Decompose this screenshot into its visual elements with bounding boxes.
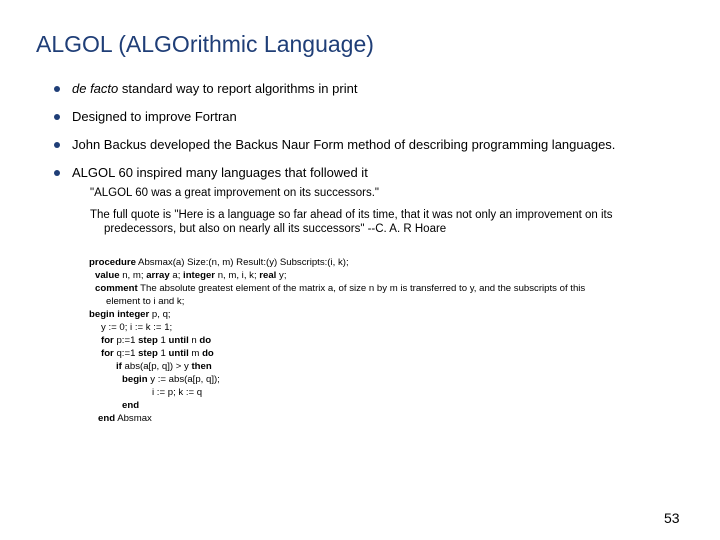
code-text: 1 <box>157 335 169 346</box>
code-line <box>89 360 689 373</box>
code-text: Absmax <box>115 413 152 424</box>
bullet-dot-icon <box>54 114 60 120</box>
quote-line: "ALGOL 60 was a great improvement on its successors." <box>90 187 379 199</box>
bullet-item-fortran <box>52 106 692 128</box>
code-keyword: step <box>138 335 158 346</box>
code-keyword: until <box>168 348 189 359</box>
code-line <box>89 373 689 386</box>
bullet-emphasis: de facto <box>72 81 119 96</box>
code-keyword: if <box>116 361 122 372</box>
bullet-item-backus <box>52 134 692 156</box>
code-line <box>89 308 689 321</box>
code-text: The absolute greatest element of the matrix a, of size n by m is transferred to y, and the subscripts of this <box>137 283 586 294</box>
bullet-text: standard way to report algorithms in print <box>118 81 358 96</box>
quote-line: The full quote is "Here is a language so far ahead of its time, that it was not only an improvement on its <box>90 209 613 221</box>
code-line <box>89 282 689 295</box>
code-text: n, m; <box>119 270 147 281</box>
hoare-quote <box>90 186 690 236</box>
code-keyword: end <box>98 413 116 424</box>
code-line <box>89 347 689 360</box>
bullet-dot-icon <box>54 86 60 92</box>
code-keyword: array <box>146 270 170 281</box>
code-text: p:=1 <box>113 335 139 346</box>
code-text: i := p; k := q <box>152 387 203 398</box>
code-listing <box>89 256 689 425</box>
code-text: p, q; <box>149 309 171 320</box>
code-line <box>89 295 689 308</box>
bullet-text: ALGOL 60 inspired many languages that followed it <box>72 165 368 180</box>
bullet-item-de-facto <box>52 78 692 100</box>
code-text: q:=1 <box>113 348 139 359</box>
code-line <box>89 269 689 282</box>
code-text: y; <box>276 270 287 281</box>
code-text: element to i and k; <box>106 296 185 307</box>
code-keyword: begin <box>89 309 115 320</box>
code-keyword: then <box>191 361 212 372</box>
page-number: 53 <box>664 510 680 526</box>
code-keyword: integer <box>183 270 216 281</box>
code-line <box>89 321 689 334</box>
code-text: Absmax(a) Size:(n, m) Result:(y) Subscripts:(i, k); <box>135 257 349 268</box>
code-text: 1 <box>157 348 169 359</box>
code-keyword: value <box>95 270 120 281</box>
bullet-list <box>52 78 692 190</box>
bullet-item-algol60 <box>52 162 692 184</box>
code-text: a; <box>169 270 184 281</box>
code-line <box>89 334 689 347</box>
bullet-text: John Backus developed the Backus Naur Form method of describing programming languages. <box>72 137 616 152</box>
code-text: y := 0; i := k := 1; <box>101 322 173 333</box>
code-keyword: procedure <box>89 257 136 268</box>
code-keyword: real <box>259 270 277 281</box>
code-keyword: for <box>101 335 114 346</box>
bullet-text: Designed to improve Fortran <box>72 109 237 124</box>
code-text: m <box>188 348 203 359</box>
code-keyword: begin <box>122 374 148 385</box>
code-text: y := abs(a[p, q]); <box>147 374 220 385</box>
bullet-dot-icon <box>54 170 60 176</box>
code-keyword: for <box>101 348 114 359</box>
code-keyword: step <box>138 348 158 359</box>
code-keyword: integer <box>117 309 150 320</box>
code-keyword: do <box>202 348 214 359</box>
code-line <box>89 386 689 399</box>
slide-title: ALGOL (ALGOrithmic Language) <box>36 31 374 57</box>
code-keyword: comment <box>95 283 138 294</box>
code-text: n <box>188 335 200 346</box>
code-line <box>89 412 689 425</box>
code-line <box>89 399 689 412</box>
code-keyword: until <box>168 335 189 346</box>
bullet-dot-icon <box>54 142 60 148</box>
code-text: abs(a[p, q]) > y <box>121 361 192 372</box>
code-line <box>89 256 689 269</box>
code-keyword: end <box>122 400 140 411</box>
code-text: n, m, i, k; <box>215 270 260 281</box>
code-keyword: do <box>199 335 212 346</box>
quote-line: predecessors, but also on nearly all its successors" --C. A. R Hoare <box>104 223 447 235</box>
